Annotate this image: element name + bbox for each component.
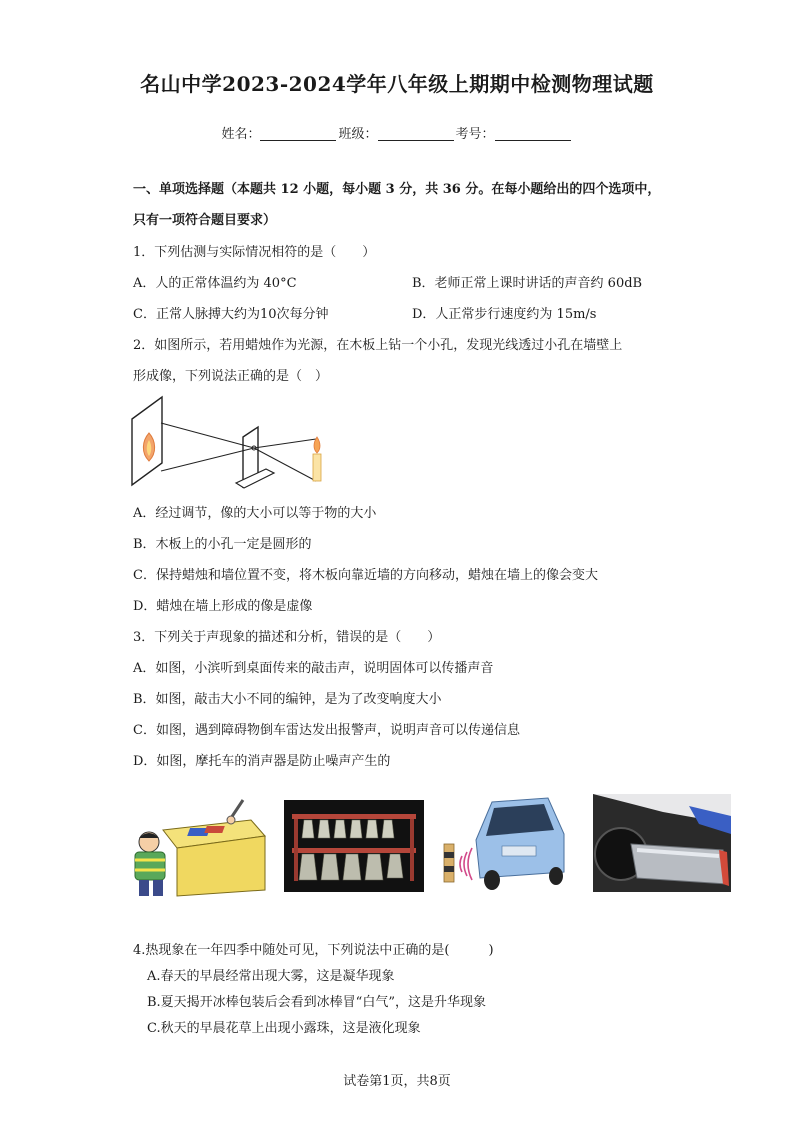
bell-icon <box>382 820 394 838</box>
q1-option-c: C．正常人脉搏大约为10次每分钟 <box>133 307 329 322</box>
q1-option-b: B．老师正常上课时讲话的声音约 60dB <box>412 276 643 291</box>
q3-option-a: A．如图，小滨听到桌面传来的敲击声，说明固体可以传播声音 <box>133 661 494 676</box>
student-leg <box>139 880 149 896</box>
student-info-row <box>0 123 794 142</box>
q2-option-d: D．蜡烛在墙上形成的像是虚像 <box>133 599 313 614</box>
q2-option-a: A．经过调节，像的大小可以等于物的大小 <box>133 506 377 521</box>
section1-heading-line1: 一、单项选择题（本题共 12 小题，每小题 3 分，共 36 分。在每小题给出的四个选项中， <box>133 182 661 197</box>
q1-option-a: A．人的正常体温约为 40°C <box>133 276 297 291</box>
upper-beam <box>292 814 416 819</box>
class-blank[interactable] <box>378 127 454 141</box>
bell-icon <box>343 854 361 880</box>
q2-stem-line2: 形成像，下列说法正确的是（ ） <box>133 369 329 384</box>
license-plate <box>502 846 536 856</box>
page-footer: 试卷第1页，共8页 <box>343 1074 451 1089</box>
q2-option-c: C．保持蜡烛和墙位置不变，将木板向靠近墙的方向移动，蜡烛在墙上的像会变大 <box>133 568 598 583</box>
q4-option-a: A.春天的早晨经常出现大雾，这是凝华现象 <box>147 969 395 984</box>
radar-wave-icon <box>464 852 467 876</box>
obstacle-stripe <box>444 852 454 858</box>
chime-bells-figure <box>284 800 424 892</box>
q3-stem: 3．下列关于声现象的描述和分析，错误的是（ ） <box>133 630 441 645</box>
pinhole-camera-figure <box>128 393 328 493</box>
bell-icon <box>299 854 317 880</box>
motorcycle-muffler-figure <box>593 794 731 892</box>
q2-option-b: B．木板上的小孔一定是圆形的 <box>133 537 312 552</box>
q3-option-d: D．如图，摩托车的消声器是防止噪声产生的 <box>133 754 391 769</box>
bell-icon <box>366 820 378 838</box>
exam-no-label: 考号： <box>455 127 495 142</box>
frame-post <box>410 819 414 881</box>
exam-title: 名山中学2023-2024学年八年级上期期中检测物理试题 <box>140 72 654 96</box>
section1-heading-line2: 只有一项符合题目要求） <box>133 213 277 228</box>
bell-icon <box>321 854 339 880</box>
q2-stem-line1: 2．如图所示，若用蜡烛作为光源，在木板上钻一个小孔，发现光线透过小孔在墙壁上 <box>133 338 623 353</box>
obstacle-stripe <box>444 866 454 872</box>
parking-radar-figure <box>440 794 568 894</box>
book-icon <box>204 826 225 833</box>
name-label: 姓名： <box>221 127 261 142</box>
knocking-hand-icon <box>231 800 243 818</box>
bell-icon <box>318 820 330 838</box>
q4-option-c: C.秋天的早晨花草上出现小露珠，这是液化现象 <box>147 1021 421 1036</box>
q3-option-c: C．如图，遇到障碍物倒车雷达发出报警声，说明声音可以传递信息 <box>133 723 520 738</box>
frame-post <box>294 819 298 881</box>
q4-option-b: B.夏天揭开冰棒包装后会看到冰棒冒“白气”，这是升华现象 <box>147 995 486 1010</box>
obstacle-post <box>444 844 454 882</box>
knuckle-icon <box>227 816 235 824</box>
radar-wave-icon <box>460 856 462 872</box>
bell-icon <box>302 820 314 838</box>
candle-body <box>313 454 321 481</box>
light-ray-bottom <box>161 448 254 471</box>
q1-option-d: D．人正常步行速度约为 15m/s <box>412 307 597 322</box>
light-ray-top <box>161 423 254 448</box>
lower-beam <box>292 848 416 853</box>
car-wheel <box>549 867 563 885</box>
student-leg <box>153 880 163 896</box>
name-blank[interactable] <box>260 127 336 141</box>
bell-icon <box>365 854 383 880</box>
bell-icon <box>387 854 403 878</box>
desk-knocking-figure <box>131 798 267 898</box>
exam-no-blank[interactable] <box>495 127 571 141</box>
car-wheel <box>484 870 500 890</box>
light-ray-flame <box>254 439 316 448</box>
bell-icon <box>350 820 362 838</box>
q4-stem: 4.热现象在一年四季中随处可见，下列说法中正确的是( ) <box>133 943 494 958</box>
bell-icon <box>334 820 346 838</box>
student-hair <box>139 833 159 838</box>
radar-wave-icon <box>468 848 472 880</box>
student-shirt <box>135 852 165 880</box>
class-label: 班级： <box>338 127 378 142</box>
q3-option-b: B．如图，敲击大小不同的编钟，是为了改变响度大小 <box>133 692 442 707</box>
q1-stem: 1．下列估测与实际情况相符的是（ ） <box>133 245 376 260</box>
